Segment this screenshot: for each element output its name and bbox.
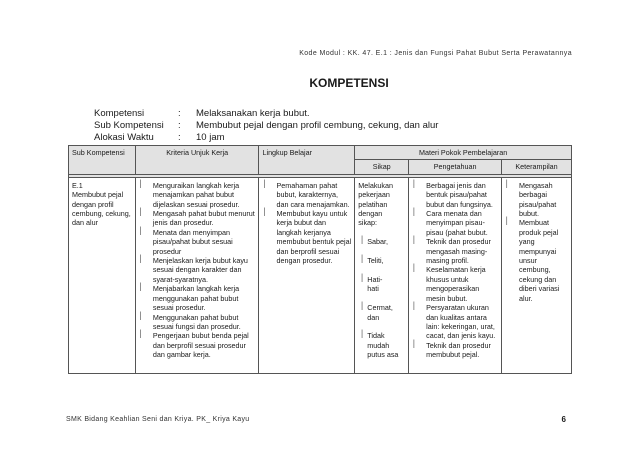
header-kriteria: Kriteria Unjuk Kerja bbox=[135, 146, 259, 175]
list-item: │ Mengasah berbagai pisau/pahat bubut. bbox=[505, 181, 568, 219]
text-line: dengan bbox=[358, 209, 383, 219]
info-value: Membubut pejal dengan profil cembung, cekung, dan alur bbox=[196, 120, 439, 131]
info-colon: : bbox=[178, 132, 181, 143]
list-item: │ Hati- hati bbox=[360, 275, 405, 294]
cell-sub-kompetensi bbox=[69, 177, 136, 373]
list-item: │ Teknik dan prosedur mengasah masing-masing profil. bbox=[412, 237, 498, 265]
list-item: │ Membuat produk pejal yang mempunyai unsur cembung, cekung dan diberi variasi alur. bbox=[505, 218, 568, 303]
info-value: Melaksanakan kerja bubut. bbox=[196, 108, 310, 119]
header-materi: Materi Pokok Pembelajaran bbox=[355, 146, 572, 160]
info-label: Kompetensi bbox=[94, 108, 145, 119]
info-value: 10 jam bbox=[196, 132, 225, 143]
list-item: │ Pengerjaan bubut benda pejal dan berprofil sesuai prosedur dan gambar kerja. bbox=[139, 331, 256, 359]
header-keterampilan: Keterampilan bbox=[502, 160, 572, 174]
header-sub-kompetensi: Sub Kompetensi bbox=[69, 146, 136, 175]
list-item: │ Menggunakan pahat bubut sesuai fungsi dan prosedur. bbox=[139, 313, 256, 332]
competency-table bbox=[68, 145, 572, 374]
text-line: E.1 bbox=[72, 180, 83, 190]
list-item: │ Berbagai jenis dan bentuk pisau/pahat bubut dan fungsinya. bbox=[412, 181, 498, 209]
header-sikap: Sikap bbox=[355, 160, 409, 174]
info-row-alokasi-waktu bbox=[94, 132, 438, 144]
info-colon: : bbox=[178, 108, 181, 119]
text-line: dan alur bbox=[72, 218, 98, 228]
info-colon: : bbox=[178, 120, 181, 131]
list-item: │ Sabar, bbox=[360, 237, 405, 246]
list-item: │ Menjabarkan langkah kerja menggunakan pahat bubut sesuai prosedur. bbox=[139, 284, 256, 312]
cell-sikap bbox=[355, 177, 409, 373]
list-item: │ Pemahaman pahat bubut, karakternya, dan cara menajamkan. bbox=[262, 181, 351, 209]
page-number: 6 bbox=[561, 415, 566, 424]
text-line: Melakukan bbox=[358, 180, 394, 190]
cell-kriteria bbox=[135, 177, 259, 373]
text-line: dengan profil bbox=[72, 199, 114, 209]
text-line: pekerjaan bbox=[358, 190, 390, 200]
header-lingkup: Lingkup Belajar bbox=[259, 146, 355, 175]
list-item: │ Tidak mudah putus asa bbox=[360, 331, 405, 359]
cell-lingkup bbox=[259, 177, 355, 373]
list-item: │ Menjelaskan kerja bubut kayu sesuai dengan karakter dan syarat-syaratnya. bbox=[139, 256, 256, 284]
list-item: │ Cermat, dan bbox=[360, 303, 405, 322]
info-label: Alokasi Waktu bbox=[94, 132, 154, 143]
info-row-sub-kompetensi bbox=[94, 120, 438, 132]
competency-info bbox=[94, 108, 438, 144]
list-item: │ Menguraikan langkah kerja menajamkan pahat bubut dijelaskan sesuai prosedur. bbox=[139, 181, 256, 209]
info-row-kompetensi bbox=[94, 108, 438, 120]
list-item: │ Persyaratan ukuran dan kualitas antara lain: kekeringan, urat, cacat, dan jenis kayu. bbox=[412, 303, 498, 341]
list-item: │ Cara menata dan menyimpan pisau-pisau (pahat bubut. bbox=[412, 209, 498, 237]
list-item: │ Menata dan menyimpan pisau/pahat bubut sesuai prosedur bbox=[139, 228, 256, 256]
list-item: │ Teknik dan prosedur membubut pejal. bbox=[412, 341, 498, 360]
info-label: Sub Kompetensi bbox=[94, 120, 164, 131]
page-title: KOMPETENSI bbox=[309, 76, 389, 90]
list-item: │ Teliti, bbox=[360, 256, 405, 265]
footer-text: SMK Bidang Keahlian Seni dan Kriya. PK_ Kriya Kayu bbox=[66, 416, 250, 423]
text-line: pelatihan bbox=[358, 199, 388, 209]
module-code: Kode Modul : KK. 47. E.1 : Jenis dan Fungsi Pahat Bubut Serta Perawatannya bbox=[299, 50, 572, 57]
text-line: Membubut pejal bbox=[72, 190, 124, 200]
list-item: │ Mengasah pahat bubut menurut jenis dan prosedur. bbox=[139, 209, 256, 228]
header-pengetahuan: Pengetahuan bbox=[409, 160, 502, 174]
cell-keterampilan bbox=[502, 177, 572, 373]
list-item: │ Membubut kayu untuk kerja bubut dan langkah kerjanya membubut bentuk pejal dan berprofil sesuai dengan prosedur. bbox=[262, 209, 351, 265]
list-item: │ Keselamatan kerja khusus untuk mengoperasikan mesin bubut. bbox=[412, 265, 498, 303]
cell-pengetahuan bbox=[409, 177, 502, 373]
table-row bbox=[69, 177, 572, 373]
text-line: cembung, cekung, bbox=[72, 209, 131, 219]
text-line: sikap: bbox=[358, 218, 378, 228]
